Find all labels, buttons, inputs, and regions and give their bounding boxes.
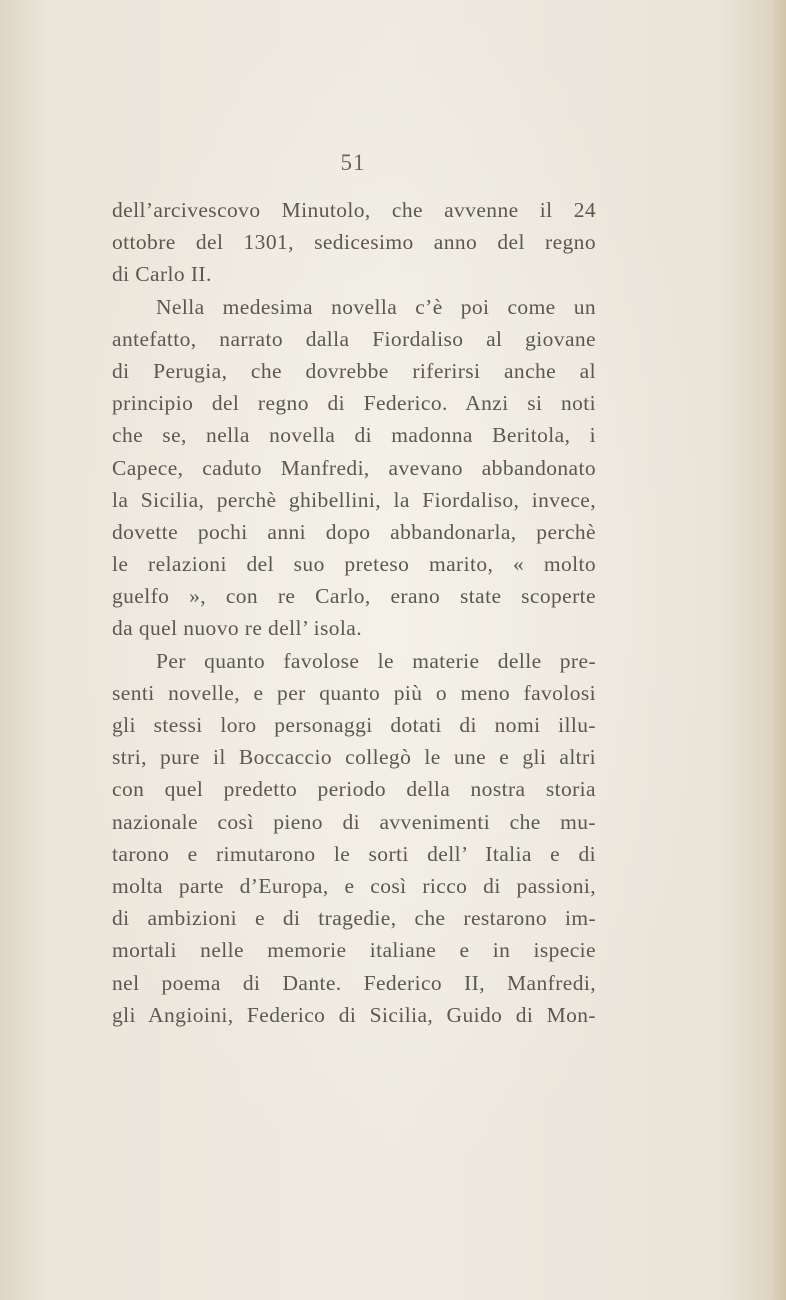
text-line: che se, nella novella di madonna Beritola, i [112,423,596,448]
text-line: dell’arcivescovo Minutolo, che avvenne il 24 [112,198,596,222]
text-line: molta parte d’Europa, e così ricco di passioni, [112,873,596,898]
page-edge-shadow [772,0,786,1300]
text-line: principio del regno di Federico. Anzi si noti [112,391,596,416]
paragraph-2 [112,291,596,645]
text-line: Nella medesima novella c’è poi come un [156,294,596,319]
text-line: da quel nuovo re dell’ isola. [112,616,363,641]
text-line: tarono e rimutarono le sorti dell’ Italia e di [112,841,596,866]
text-line: nazionale così pieno di avvenimenti che mu- [112,809,596,834]
paragraph-1 [112,194,596,291]
text-line: mortali nelle memorie italiane e in ispecie [112,938,596,963]
text-line: stri, pure il Boccaccio collegò le une e gli altri [112,745,596,770]
text-line: ottobre del 1301, sedicesimo anno del regno [112,230,596,255]
text-line: la Sicilia, perchè ghibellini, la Fiordaliso, invece, [112,487,596,512]
paragraph-3 [112,645,596,1031]
text-line: antefatto, narrato dalla Fiordaliso al giovane [112,326,596,351]
text-line: gli Angioini, Federico di Sicilia, Guido di Mon- [112,1002,596,1027]
text-line: Per quanto favolose le materie delle pre- [156,648,596,673]
text-line: di Perugia, che dovrebbe riferirsi anche al [112,358,596,383]
text-line: Capece, caduto Manfredi, avevano abbandonato [112,455,596,480]
text-line: gli stessi loro personaggi dotati di nomi illu- [112,713,596,737]
text-line: nel poema di Dante. Federico II, Manfredi, [112,970,596,995]
page-number: 51 [340,150,366,175]
text-line: dovette pochi anni dopo abbandonarla, perchè [112,519,596,544]
text-line: di ambizioni e di tragedie, che restarono im- [112,906,596,931]
body-text [112,194,596,1031]
text-line: le relazioni del suo preteso marito, « molto [112,552,596,577]
text-line: di Carlo II. [112,262,212,287]
text-line: con quel predetto periodo della nostra storia [112,777,596,802]
text-line: guelfo », con re Carlo, erano state scoperte [112,584,596,609]
text-line: senti novelle, e per quanto più o meno favolosi [112,680,596,705]
